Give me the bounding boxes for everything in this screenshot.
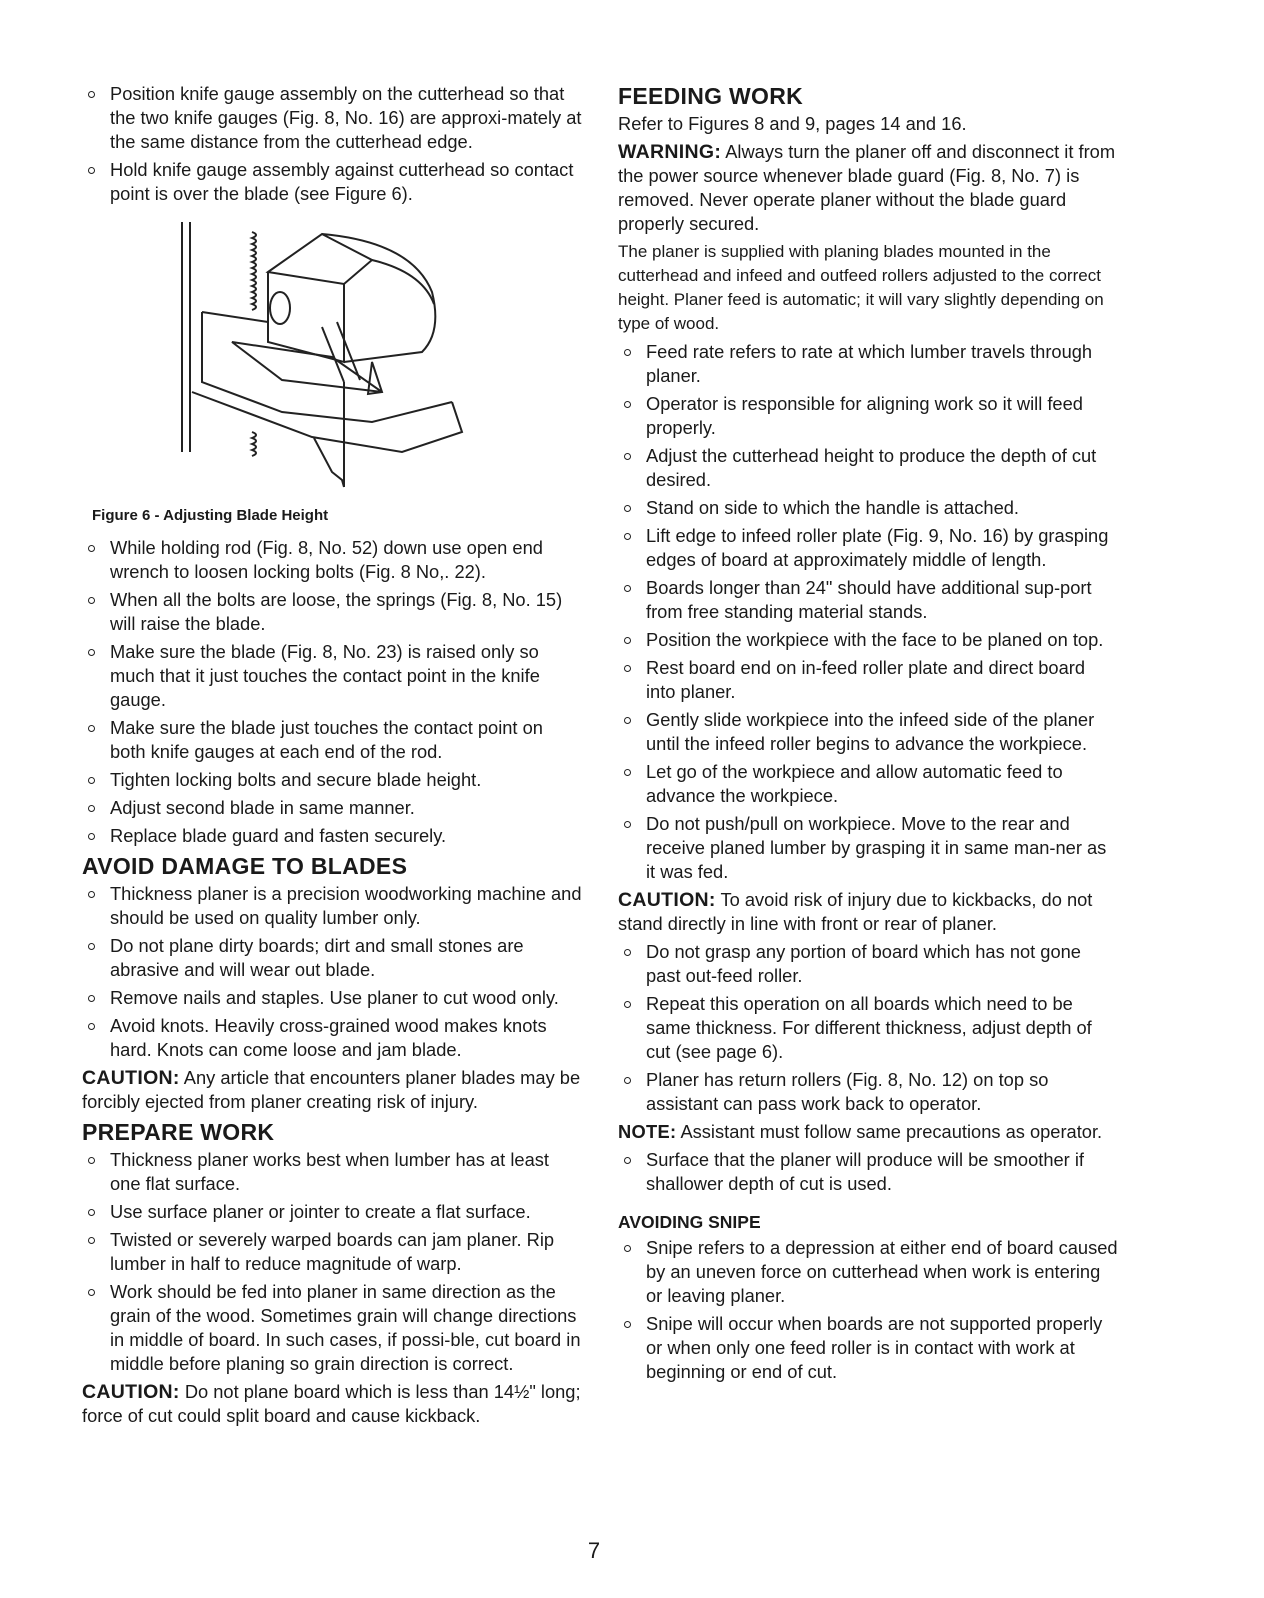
feeding-bullets-3 [618,1148,1118,1196]
list-item: Boards longer than 24" should have additional sup-port from free standing material stands. [618,576,1118,624]
list-item: Replace blade guard and fasten securely. [82,824,582,848]
list-item: Snipe refers to a depression at either end of board caused by an uneven force on cutterhead when work is entering or leaving planer. [618,1236,1118,1308]
figure-6-illustration [82,212,502,502]
list-item: Thickness planer works best when lumber has at least one flat surface. [82,1148,582,1196]
warning-text: Always turn the planer off and disconnect it from the power source whenever blade guard (Fig. 8, No. 7) is removed. Never operate planer without the blade guard properly secured. [618,141,1116,234]
list-item: Snipe will occur when boards are not supported properly or when only one feed roller is in contact with work at beginning or end of cut. [618,1312,1118,1384]
list-item: Gently slide workpiece into the infeed side of the planer until the infeed roller begins to advance the workpiece. [618,708,1118,756]
warning-paragraph [618,140,1118,236]
refer-text: Refer to Figures 8 and 9, pages 14 and 16. [618,113,967,134]
list-item: Tighten locking bolts and secure blade height. [82,768,582,792]
list-item: Adjust second blade in same manner. [82,796,582,820]
list-item: Repeat this operation on all boards which need to be same thickness. For different thickness, adjust depth of cut (see page 6). [618,992,1118,1064]
blade-height-drawing [82,212,502,502]
note-text: Assistant must follow same precautions as operator. [676,1121,1103,1142]
list-item: While holding rod (Fig. 8, No. 52) down use open end wrench to loosen locking bolts (Fig. 8 No,. 22). [82,536,582,584]
list-item: Do not push/pull on workpiece. Move to the rear and receive planed lumber by grasping it in same man-ner as it was fed. [618,812,1118,884]
list-item: Lift edge to infeed roller plate (Fig. 9, No. 16) by grasping edges of board at approximately middle of length. [618,524,1118,572]
caution-text: Any article that encounters planer blades may be forcibly ejected from planer creating risk of injury. [82,1067,581,1112]
warning-label: WARNING: [618,141,722,163]
list-item: Stand on side to which the handle is attached. [618,496,1118,520]
list-item: Make sure the blade just touches the contact point on both knife gauges at each end of the rod. [82,716,582,764]
list-item: Rest board end on in-feed roller plate and direct board into planer. [618,656,1118,704]
list-item: Twisted or severely warped boards can jam planer. Rip lumber in half to reduce magnitude of warp. [82,1228,582,1276]
prepare-work-heading: PREPARE WORK [82,1119,275,1145]
right-column [618,82,1118,1388]
list-item: Let go of the workpiece and allow automatic feed to advance the workpiece. [618,760,1118,808]
list-item: Operator is responsible for aligning work so it will feed properly. [618,392,1118,440]
avoiding-snipe-heading: AVOIDING SNIPE [618,1212,761,1232]
list-item: Remove nails and staples. Use planer to cut wood only. [82,986,582,1010]
list-item: Position the workpiece with the face to be planed on top. [618,628,1118,652]
list-item: Feed rate refers to rate at which lumber travels through planer. [618,340,1118,388]
list-item: Adjust the cutterhead height to produce the depth of cut desired. [618,444,1118,492]
list-item: Surface that the planer will produce will be smoother if shallower depth of cut is used. [618,1148,1118,1196]
caution-label: CAUTION: [82,1067,180,1089]
list-item: Work should be fed into planer in same direction as the grain of the wood. Sometimes grain will change directions in middle of board. In such cases, if possi-ble, cut board in middle before planing so grain direction is correct. [82,1280,582,1376]
caution-label: CAUTION: [618,889,716,911]
caution-text: Do not plane board which is less than 14½" long; force of cut could split board and cause kickback. [82,1381,581,1426]
list-item: Hold knife gauge assembly against cutterhead so contact point is over the blade (see Figure 6). [82,158,582,206]
list-item: Planer has return rollers (Fig. 8, No. 12) on top so assistant can pass work back to operator. [618,1068,1118,1116]
intro-bullets [82,82,582,206]
left-column [82,82,582,1432]
snipe-bullets [618,1236,1118,1384]
adjust-bullets [82,536,582,848]
note-paragraph [618,1120,1118,1144]
note-label: NOTE: [618,1121,677,1142]
list-item: Position knife gauge assembly on the cutterhead so that the two knife gauges (Fig. 8, No. 16) are approxi-mately at the same distance from the cutterhead edge. [82,82,582,154]
caution-length [82,1380,582,1428]
caution-injury [82,1066,582,1114]
caution-label: CAUTION: [82,1381,180,1403]
caution-kickback [618,888,1118,936]
prepare-work-bullets [82,1148,582,1376]
page-number: 7 [587,1538,601,1563]
figure-caption: Figure 6 - Adjusting Blade Height [92,507,329,524]
list-item: Do not plane dirty boards; dirt and small stones are abrasive and will wear out blade. [82,934,582,982]
list-item: Use surface planer or jointer to create a flat surface. [82,1200,582,1224]
avoid-damage-bullets [82,882,582,1062]
caution-text: To avoid risk of injury due to kickbacks, do not stand directly in line with front or rear of planer. [618,889,1093,934]
planer-intro: The planer is supplied with planing blades mounted in the cutterhead and infeed and outfeed rollers adjusted to the correct height. Planer feed is automatic; it will vary slightly depending on type of wood. [618,242,1104,333]
feeding-bullets-2 [618,940,1118,1116]
list-item: Do not grasp any portion of board which has not gone past out-feed roller. [618,940,1118,988]
feeding-bullets [618,340,1118,884]
list-item: Avoid knots. Heavily cross-grained wood makes knots hard. Knots can come loose and jam blade. [82,1014,582,1062]
list-item: Make sure the blade (Fig. 8, No. 23) is raised only so much that it just touches the contact point in the knife gauge. [82,640,582,712]
list-item: When all the bolts are loose, the springs (Fig. 8, No. 15) will raise the blade. [82,588,582,636]
list-item: Thickness planer is a precision woodworking machine and should be used on quality lumber only. [82,882,582,930]
feeding-work-heading: FEEDING WORK [618,83,804,109]
avoid-damage-heading: AVOID DAMAGE TO BLADES [82,853,408,879]
